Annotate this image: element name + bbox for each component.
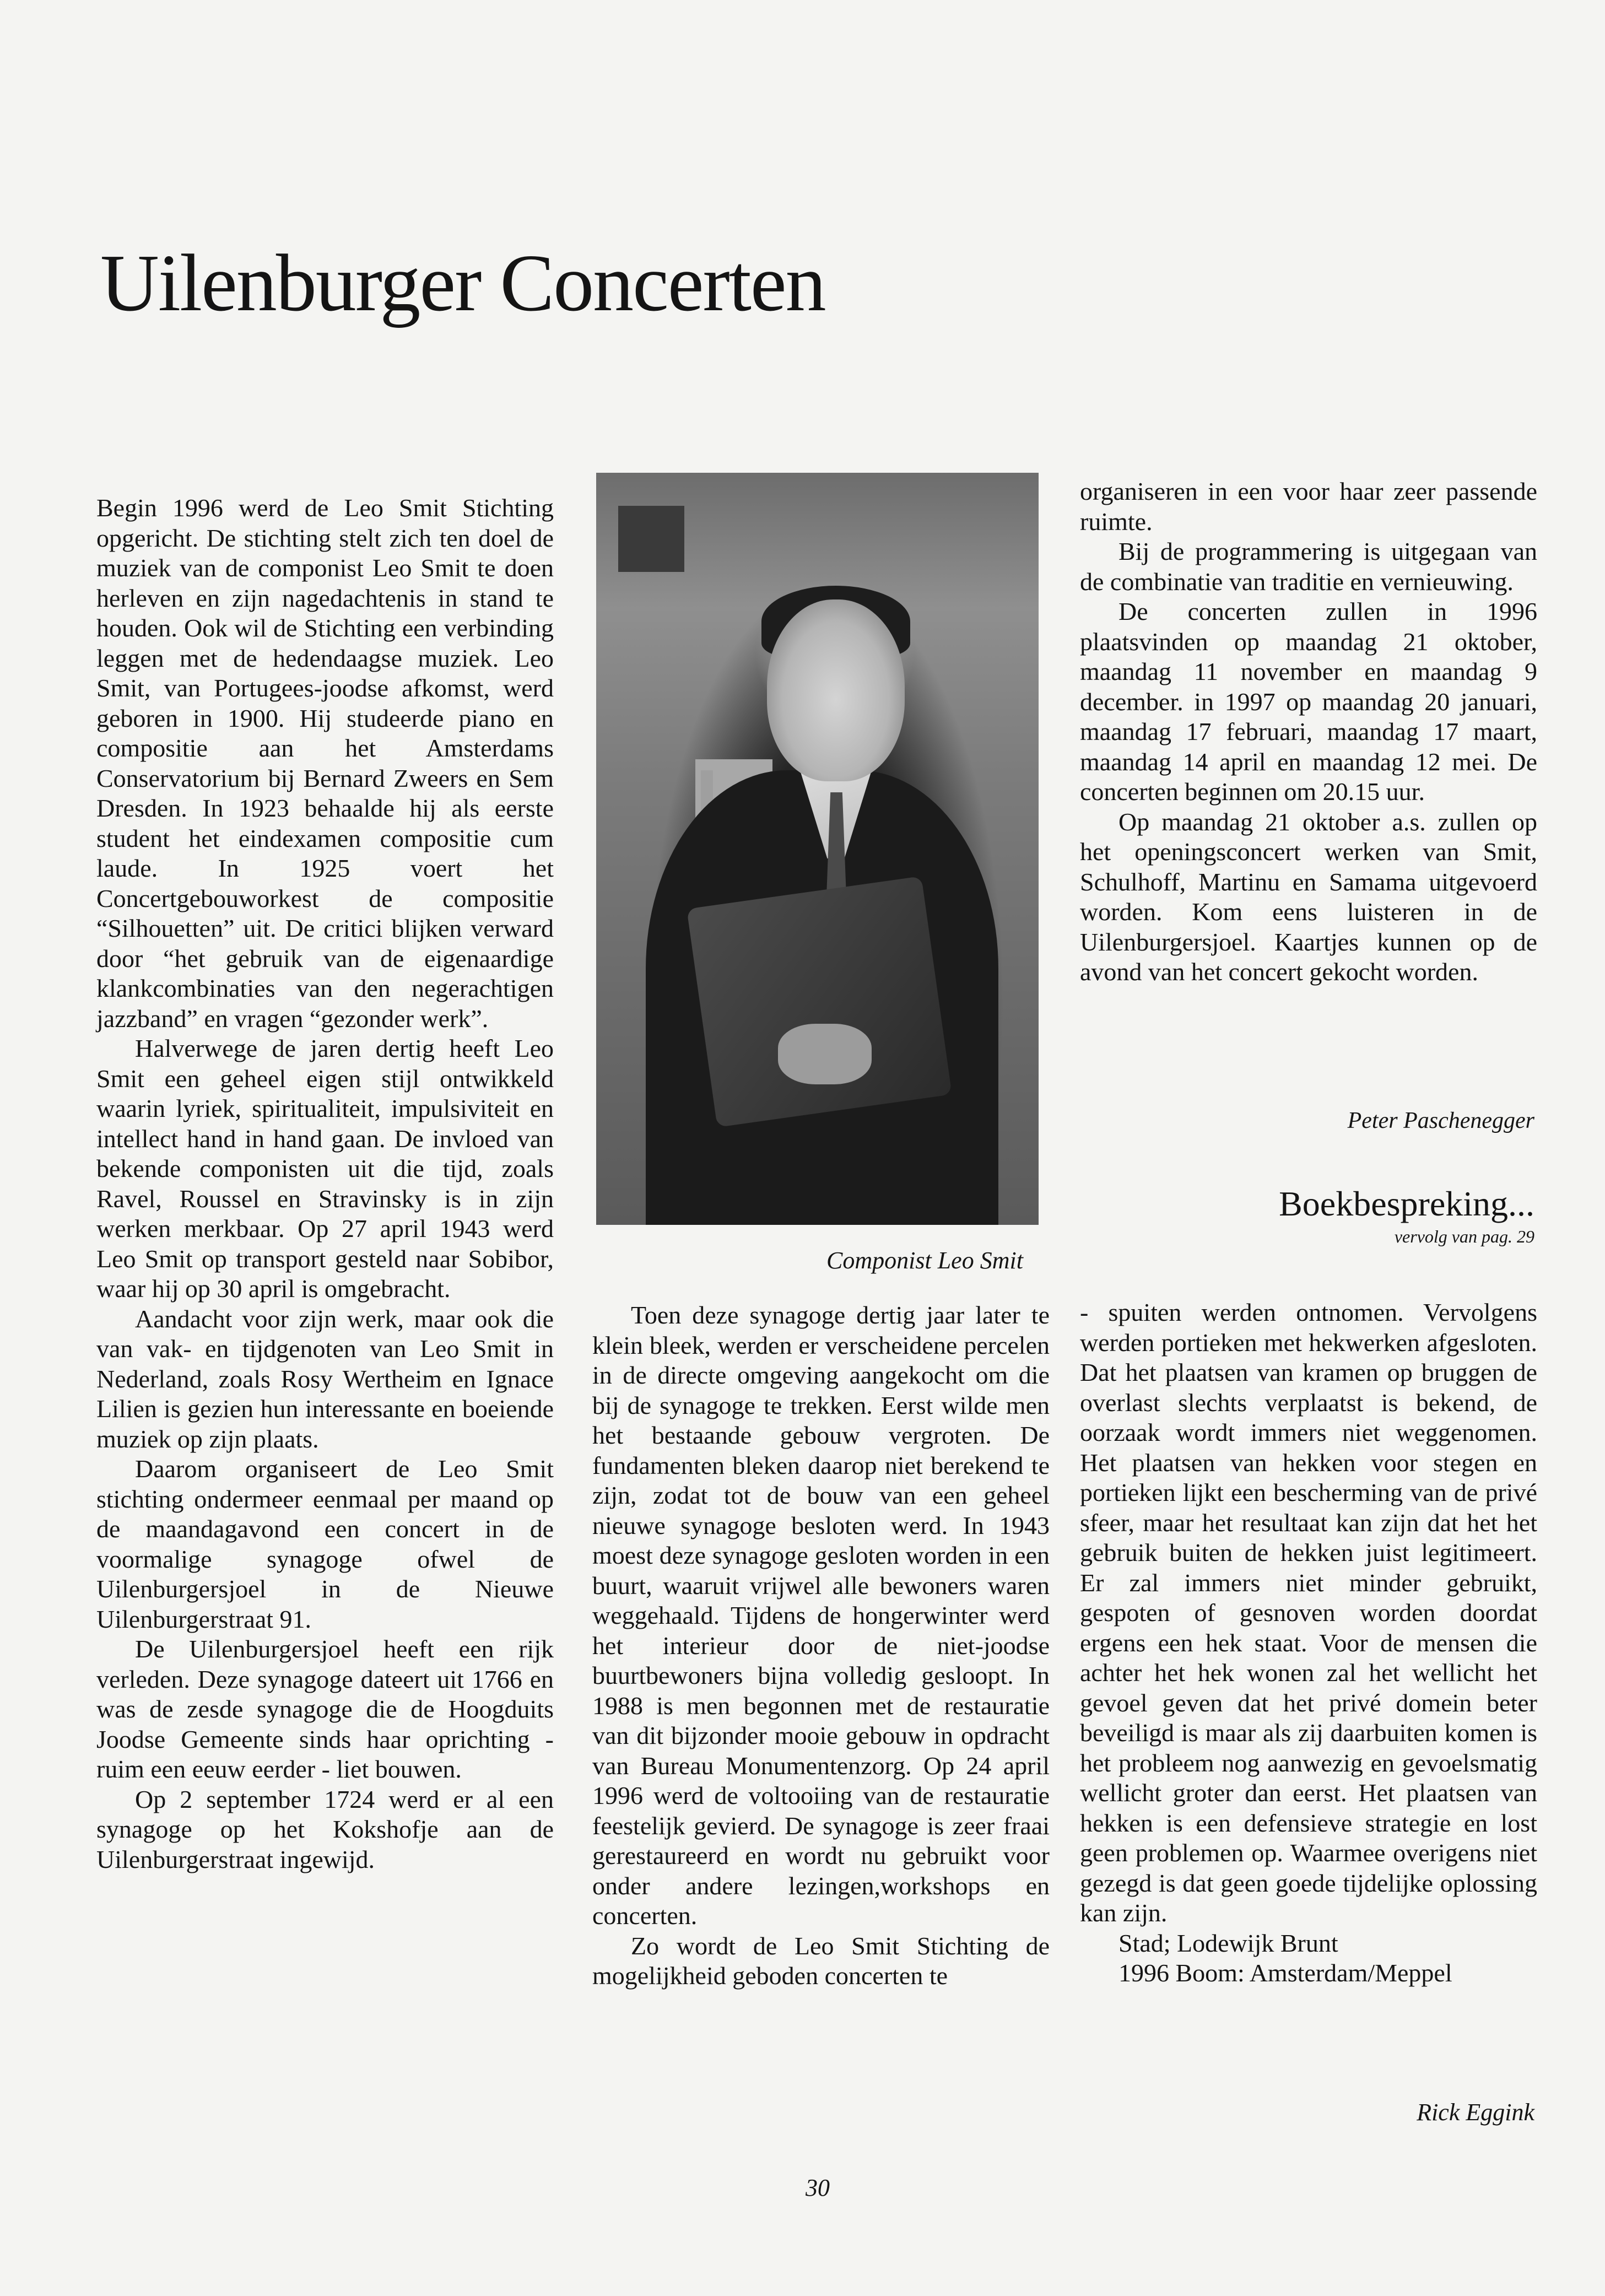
continuation-note: vervolg van pag. 29 <box>1394 1227 1534 1246</box>
paragraph: De concerten zullen in 1996 plaatsvinden op maandag 21 oktober, maandag 11 november en maandag 9 december. in 1997 op maandag 20 januari, maandag 17 februari, maandag 17 maart, maandag 14 april en maandag 12 mei. De concerten beginnen om 20.15 uur. <box>1080 597 1537 806</box>
book-credit: Stad; Lodewijk Brunt <box>1118 1928 1338 1957</box>
paragraph: organiseren in een voor haar zeer passende ruimte. <box>1080 477 1537 536</box>
review-column <box>1080 1298 1537 1989</box>
author-signature: Peter Paschenegger <box>1347 1108 1534 1133</box>
photo-figure-briefcase <box>687 876 952 1127</box>
review-signature: Rick Eggink <box>1417 2099 1534 2126</box>
paragraph: Op maandag 21 oktober a.s. zullen op het openingsconcert werken van Smit, Schulhoff, Martinu en Samama uitgevoerd worden. Kom eens luisteren in de Uilenburgersjoel. Kaartjes kunnen op de avond van het concert gekocht worden. <box>1080 807 1537 986</box>
paragraph: Aandacht voor zijn werk, maar ook die van vak- en tijdgenoten van Leo Smit in Nederland, zoals Rosy Wertheim en Ignace Lilien is gezien hun interessante en boeiende muziek op zijn plaats. <box>96 1304 554 1453</box>
page-number: 30 <box>806 2174 830 2201</box>
paragraph: - spuiten werden ontnomen. Vervolgens werden portieken met hekwerken afgesloten. Dat het plaatsen van kramen op bruggen de overlast slechts verplaatst is bekend, de oorzaak wordt immers niet weggenomen. Het plaatsen van hekken voor stegen en portieken lijkt een bescherming van de privé sfeer, maar het resultaat kan zijn dat het het gebruik buiten de hekken juist legitimeert. Er zal immers niet minder gebruikt, gespoten of gesnoven worden doordat ergens een hek staat. Voor de mensen die achter het hek wonen zal het wellicht het gevoel geven dat het privé domein beter beveiligd is maar als zij daarbuiten komen is het probleem nog aanwezig en gevoelsmatig wellicht groter dan eerst. Het plaatsen van hekken is een defensieve strategie en lost geen problemen op. Waarmee overigens niet gezegd is dat geen goede tijdelijke oplossing kan zijn. <box>1080 1298 1537 1927</box>
paragraph: Halverwege de jaren dertig heeft Leo Smit een geheel eigen stijl ontwikkeld waarin lyriek, spiritualiteit, impulsiviteit en intellect hand in hand gaan. De invloed van bekende componisten uit die tijd, zoals Ravel, Roussel en Stravinsky is in zijn werken merkbaar. Op 27 april 1943 werd Leo Smit op transport gesteld naar Sobibor, waar hij op 30 april is omgebracht. <box>96 1034 554 1303</box>
paragraph: Toen deze synagoge dertig jaar later te klein bleek, werden er verscheidene percelen in de directe omgeving aangekocht om die bij de synagoge te trekken. Eerst wilde men het bestaande gebouw vergroten. De fundamenten bleken daarop niet berekend te zijn, zodat tot de bouw van een geheel nieuwe synagoge besloten werd. In 1943 moest deze synagoge gesloten worden in een buurt, waaruit vrijwel alle bewoners waren weggehaald. Tijdens de hongerwinter werd het interieur door de niet-joodse buurtbewoners bijna volledig gesloopt. In 1988 is men begonnen met de restauratie van dit bijzonder mooie gebouw in opdracht van Bureau Monumentenzorg. Op 24 april 1996 werd de voltooiing van de restauratie feestelijk gevierd. De synagoge is zeer fraai gerestaureerd en wordt nu gebruikt voor onder andere lezingen,workshops en concerten. <box>592 1301 1050 1930</box>
article-column-middle <box>592 1300 1050 1991</box>
photo-caption: Componist Leo Smit <box>826 1247 1023 1274</box>
paragraph: De Uilenburgersjoel heeft een rijk verleden. Deze synagoge dateert uit 1766 en was de zesde synagoge die de Hoogduits Joodse Gemeente sinds haar oprichting - ruim een eeuw eerder - liet bouwen. <box>96 1635 554 1783</box>
photo-figure-hand <box>778 1024 872 1084</box>
article-column-left <box>96 493 554 1874</box>
paragraph: Zo wordt de Leo Smit Stichting de mogelijkheid geboden concerten te <box>592 1931 1050 1990</box>
paragraph: Op 2 september 1724 werd er al een synagoge op het Kokshofje aan de Uilenburgerstraat ingewijd. <box>96 1785 554 1873</box>
portrait-photo <box>596 473 1039 1225</box>
article-column-right <box>1080 477 1537 987</box>
paragraph: Bij de programmering is uitgegaan van de combinatie van traditie en vernieuwing. <box>1080 537 1537 596</box>
paragraph: Begin 1996 werd de Leo Smit Stichting opgericht. De stichting stelt zich ten doel de muziek van de componist Leo Smit te doen herleven en zijn nagedachtenis in stand te houden. Ook wil de Stichting een verbinding leggen met de hedendaagse muziek. Leo Smit, van Portugees-joodse afkomst, werd geboren in 1900. Hij studeerde piano en compositie aan het Amsterdams Conservatorium bij Bernard Zweers en Sem Dresden. In 1923 behaalde hij als eerste student het eindexamen compositie cum laude. In 1925 voert het Concertgebouworkest de compositie “Silhouetten” uit. De critici blijken verward door “het gebruik van de eigenaardige klankcombinaties van den negerachtigen jazzband” en vragen “gezonder werk”. <box>96 494 554 1033</box>
page-title: Uilenburger Concerten <box>100 238 825 328</box>
section-heading: Boekbespreking... <box>1279 1184 1534 1223</box>
book-credit: 1996 Boom: Amsterdam/Meppel <box>1118 1959 1452 1987</box>
photo-figure-head <box>767 599 905 781</box>
photo-background-building <box>618 506 684 572</box>
paragraph: Daarom organiseert de Leo Smit stichting ondermeer eenmaal per maand op de maandagavond een concert in de voormalige synagoge ofwel de Uilenburgersjoel in de Nieuwe Uilenburgerstraat 91. <box>96 1455 554 1633</box>
